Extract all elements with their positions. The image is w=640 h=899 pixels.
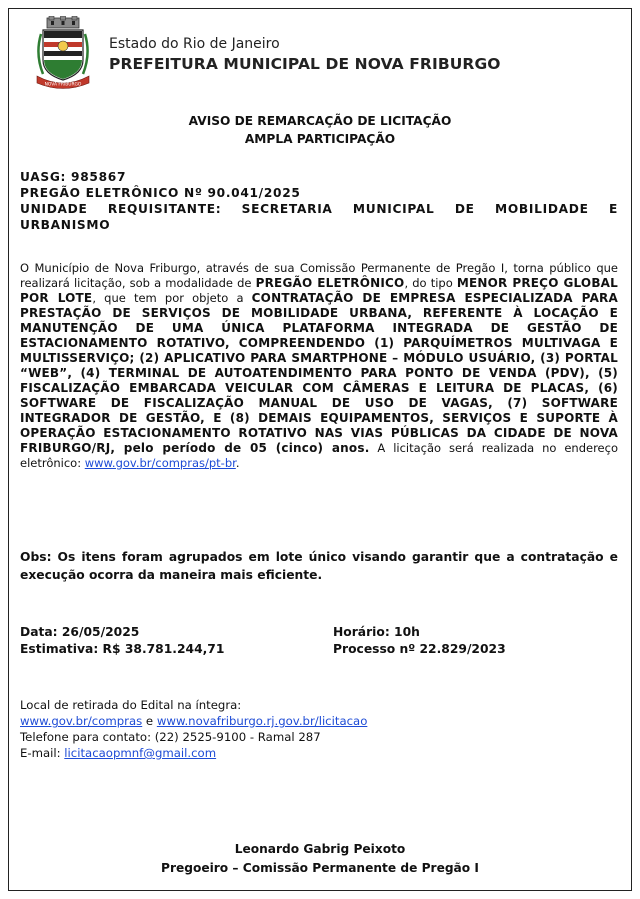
phone-contact: Telefone para contato: (22) 2525-9100 - Ramal 287 (20, 730, 321, 744)
estimate-field: Estimativa: R$ 38.781.244,71 (20, 642, 225, 656)
fields-right (333, 624, 506, 658)
prefeitura-licitacao-link[interactable]: www.novafriburgo.rj.gov.br/licitacao (156, 714, 368, 728)
body-intro: O Município de Nova Friburgo, através de sua Comissão Permanente de Pregão I, torna público que realizará licitação, sob a modalidade de (20, 261, 618, 290)
coat-of-arms-icon (35, 16, 91, 90)
state-name: Estado do Rio de Janeiro (109, 36, 280, 52)
body-text-3: , que tem por objeto a (92, 291, 252, 305)
body-text-4: A licitação será realizada no endereço eletrônico: (20, 441, 618, 470)
time-field: Horário: 10h (333, 625, 420, 639)
city-hall-name: PREFEITURA MUNICIPAL DE NOVA FRIBURGO (109, 55, 501, 73)
process-field: Processo nº 22.829/2023 (333, 642, 506, 656)
email-label: E-mail: (20, 746, 65, 760)
pickup-links (20, 713, 618, 729)
notice-meta (20, 169, 618, 233)
bid-type: MENOR PREÇO GLOBAL POR LOTE (20, 276, 618, 305)
notice-title: AVISO DE REMARCAÇÃO DE LICITAÇÃO (188, 114, 452, 128)
body-text-2: , do tipo (404, 276, 457, 290)
signatory-name: Leonardo Gabrig Peixoto (234, 842, 406, 856)
notice-body (20, 261, 618, 471)
email-link[interactable]: licitacaopmnf@gmail.com (64, 746, 217, 760)
pregao-number: PREGÃO ELETRÔNICO Nº 90.041/2025 (20, 186, 301, 200)
modality: PREGÃO ELETRÔNICO (255, 276, 405, 290)
date-field: Data: 26/05/2025 (20, 625, 140, 639)
crest-ribbon-text: NOVA FRIBURGO (44, 82, 82, 88)
uasg: UASG: 985867 (20, 170, 127, 184)
email-contact (20, 745, 618, 761)
body-text-5: . (235, 456, 240, 470)
header (25, 16, 625, 96)
fields-left (20, 624, 224, 658)
compras-link[interactable]: www.gov.br/compras/pt-br (84, 456, 236, 470)
observation: Obs: Os itens foram agrupados em lote único visando garantir que a contratação e execução ocorra da maneira mais eficiente. (20, 550, 618, 582)
pickup-label: Local de retirada do Edital na íntegra: (20, 698, 242, 712)
notice-subtitle: AMPLA PARTICIPAÇÃO (244, 132, 396, 146)
requesting-unit: UNIDADE REQUISITANTE: SECRETARIA MUNICIPAL DE MOBILIDADE E URBANISMO (20, 202, 618, 232)
links-separator: e (142, 714, 157, 728)
contact-block (20, 697, 618, 761)
gov-compras-link[interactable]: www.gov.br/compras (20, 714, 143, 728)
bid-object: CONTRATAÇÃO DE EMPRESA ESPECIALIZADA PARA PRESTAÇÃO DE SERVIÇOS DE MOBILIDADE URBANA, REFERENTE À LOCAÇÃO E MANUTENÇÃO DE UMA ÚNICA PLATAFORMA INTEGRADA DE GESTÃO DE ESTACIONAMENTO ROTATIVO, COMPREENDENDO (1) PARQUÍMETROS MULTIVAGA E MULTISSERVIÇO; (2) APLICATIVO PARA SMARTPHONE – MÓDULO USUÁRIO, (3) PORTAL “WEB”, (4) TERMINAL DE AUTOATENDIMENTO PARA PONTO DE VENDA (PDV), (5) FISCALIZAÇÃO EMBARCADA VEICULAR COM CÂMERAS E LEITURA DE PLACAS, (6) SOFTWARE DE FISCALIZAÇÃO MANUAL DE USO DE VAGAS, (7) SOFTWARE INTEGRADOR DE GESTÃO, E (8) DEMAIS EQUIPAMENTOS, SERVIÇOS E SUPORTE À OPERAÇÃO ESTACIONAMENTO ROTATIVO NAS VIAS PÚBLICAS DA CIDADE DE NOVA FRIBURGO/RJ, pelo período de 05 (cinco) anos. (20, 291, 618, 455)
signatory-role: Pregoeiro – Comissão Permanente de Pregão I (161, 861, 479, 875)
